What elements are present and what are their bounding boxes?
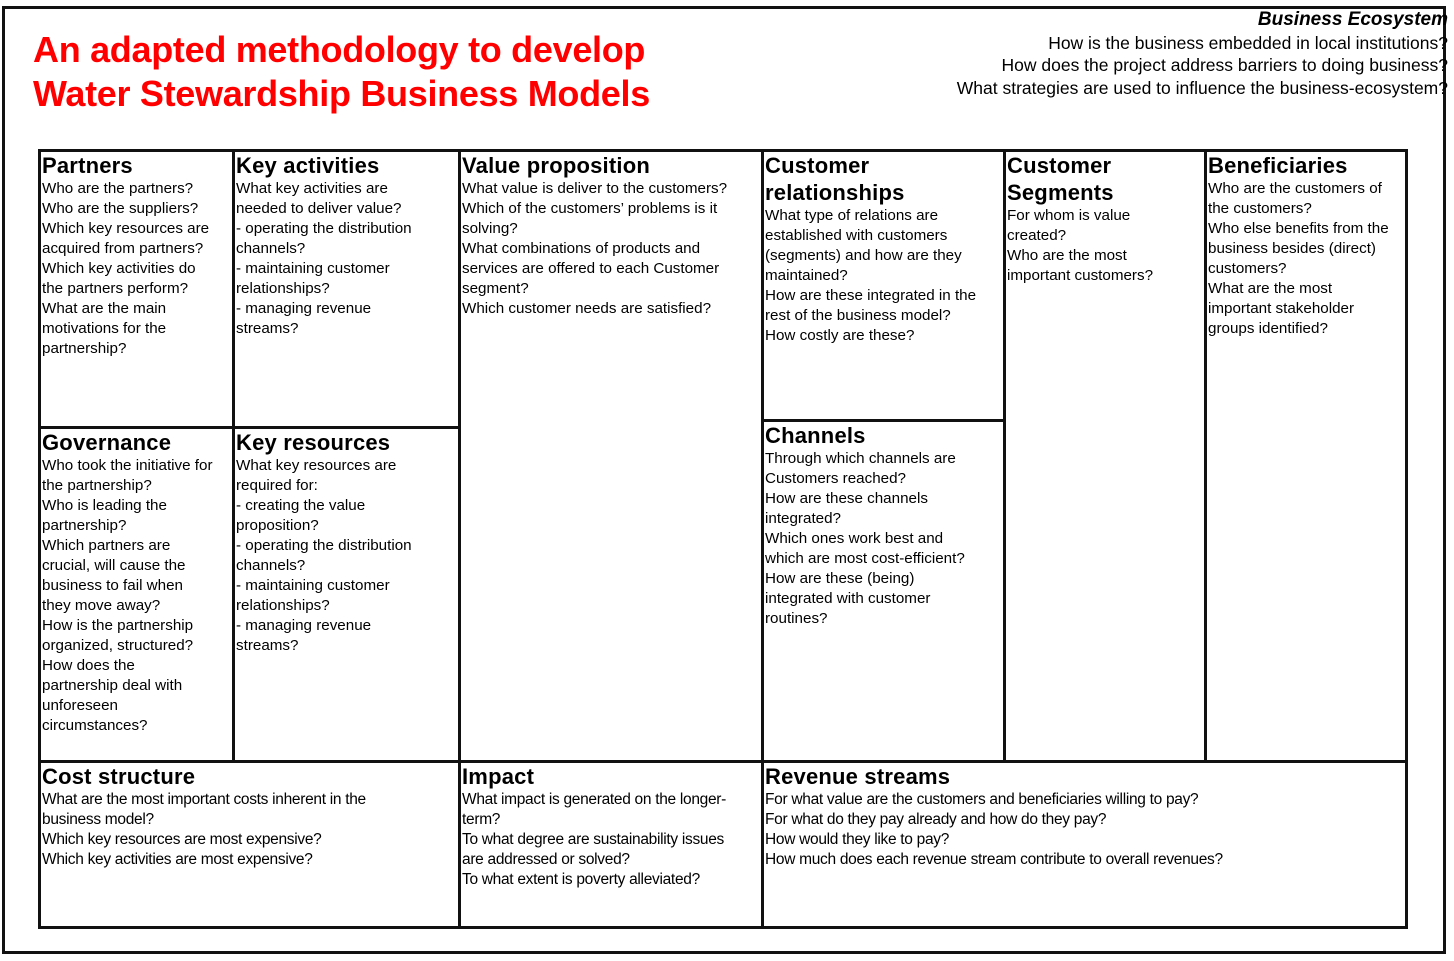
question-line: required for: <box>236 477 318 494</box>
question-line: How is the partnership <box>42 617 194 634</box>
question-line: How does the <box>42 657 135 674</box>
question-line: business besides (direct) <box>1208 240 1376 257</box>
question-line: proposition? <box>236 517 319 534</box>
block-questions <box>765 206 1003 346</box>
block-questions <box>1208 179 1405 339</box>
block-questions <box>765 790 1405 870</box>
question-line: business model? <box>42 811 154 828</box>
question-line: How costly are these? <box>765 327 915 344</box>
block-partners <box>38 149 235 429</box>
block-impact <box>458 760 764 929</box>
block-key-activities <box>232 149 461 429</box>
block-heading <box>1007 152 1204 206</box>
question-line: motivations for the <box>42 320 167 337</box>
question-line: partnership deal with <box>42 677 183 694</box>
question-line: relationships? <box>236 280 330 297</box>
question-line: solving? <box>462 220 518 237</box>
question-line: services are offered to each Customer <box>462 260 720 277</box>
question-line: acquired from partners? <box>42 240 204 257</box>
question-line: are addressed or solved? <box>462 851 630 868</box>
block-beneficiaries <box>1204 149 1408 763</box>
heading-line: Customer <box>1007 153 1112 178</box>
question-line: important stakeholder <box>1208 300 1355 317</box>
question-line: segment? <box>462 280 529 297</box>
question-line: Which key resources are most expensive? <box>42 831 322 848</box>
block-heading: Beneficiaries <box>1208 153 1348 178</box>
heading-line: relationships <box>765 180 905 205</box>
question-line: How are these (being) <box>765 570 915 587</box>
block-channels <box>761 419 1006 763</box>
block-heading: Cost structure <box>42 764 196 789</box>
question-line: streams? <box>236 637 299 654</box>
question-line: created? <box>1007 227 1067 244</box>
question-line: - maintaining customer <box>236 260 390 277</box>
question-line: circumstances? <box>42 717 148 734</box>
question-line: routines? <box>765 610 828 627</box>
business-ecosystem-question: What strategies are used to influence the business-ecosystem? <box>956 77 1448 98</box>
page-title <box>33 28 650 116</box>
question-line: business to fail when <box>42 577 183 594</box>
question-line: How are these channels <box>765 490 928 507</box>
block-questions <box>765 449 1003 629</box>
question-line: Through which channels are <box>765 450 956 467</box>
question-line: term? <box>462 811 501 828</box>
question-line: Who else benefits from the <box>1208 220 1389 237</box>
block-heading: Impact <box>462 764 535 789</box>
business-ecosystem-question: How does the project address barriers to doing business? <box>1001 55 1448 75</box>
question-line: Who are the partners? <box>42 180 194 197</box>
question-line: Who are the most <box>1007 247 1127 264</box>
block-questions <box>236 456 458 656</box>
question-line: needed to deliver value? <box>236 200 402 217</box>
question-line: - operating the distribution <box>236 537 412 554</box>
block-revenue-streams <box>761 760 1408 929</box>
block-questions <box>42 456 232 736</box>
question-line: unforeseen <box>42 697 118 714</box>
block-cost-structure <box>38 760 461 929</box>
question-line: How would they like to pay? <box>765 831 950 848</box>
question-line: Which of the customers’ problems is it <box>462 200 718 217</box>
question-line: For what do they pay already and how do they pay? <box>765 811 1107 828</box>
question-line: What type of relations are <box>765 207 939 224</box>
block-questions <box>236 179 458 339</box>
question-line: - creating the value <box>236 497 366 514</box>
question-line: Who are the suppliers? <box>42 200 199 217</box>
question-line: How are these integrated in the <box>765 287 977 304</box>
question-line: the partners perform? <box>42 280 189 297</box>
block-customer-segments <box>1003 149 1207 763</box>
question-line: What are the most <box>1208 280 1333 297</box>
block-value-proposition <box>458 149 764 763</box>
question-line: - managing revenue <box>236 617 372 634</box>
block-questions <box>42 790 458 870</box>
block-customer-relationships <box>761 149 1006 422</box>
question-line: What key resources are <box>236 457 397 474</box>
block-questions <box>42 179 232 359</box>
title-line-2: Water Stewardship Business Models <box>33 73 650 114</box>
question-line: To what extent is poverty alleviated? <box>462 871 700 888</box>
block-key-resources <box>232 426 461 763</box>
business-ecosystem-heading: Business Ecosystem <box>1257 9 1448 30</box>
question-line: Customers reached? <box>765 470 906 487</box>
question-line: Which key resources are <box>42 220 210 237</box>
question-line: How much does each revenue stream contribute to overall revenues? <box>765 851 1223 868</box>
question-line: Who are the customers of <box>1208 180 1382 197</box>
question-line: What key activities are <box>236 180 388 197</box>
title-line-1: An adapted methodology to develop <box>33 29 646 70</box>
question-line: What impact is generated on the longer- <box>462 791 727 808</box>
block-heading: Partners <box>42 153 133 178</box>
question-line: - managing revenue <box>236 300 372 317</box>
question-line: crucial, will cause the <box>42 557 186 574</box>
question-line: Who is leading the <box>42 497 167 514</box>
question-line: organized, structured? <box>42 637 194 654</box>
question-line: customers? <box>1208 260 1287 277</box>
block-heading: Value proposition <box>462 153 650 178</box>
question-line: integrated with customer <box>765 590 931 607</box>
block-heading: Key resources <box>236 430 391 455</box>
question-line: Which ones work best and <box>765 530 944 547</box>
question-line: integrated? <box>765 510 841 527</box>
question-line: For what value are the customers and beneficiaries willing to pay? <box>765 791 1199 808</box>
question-line: important customers? <box>1007 267 1154 284</box>
question-line: partnership? <box>42 517 127 534</box>
question-line: channels? <box>236 557 306 574</box>
heading-line: Segments <box>1007 180 1114 205</box>
question-line: - operating the distribution <box>236 220 412 237</box>
question-line: groups identified? <box>1208 320 1328 337</box>
business-ecosystem <box>957 9 1448 99</box>
question-line: Who took the initiative for <box>42 457 213 474</box>
question-line: - maintaining customer <box>236 577 390 594</box>
question-line: What are the most important costs inherent in the <box>42 791 366 808</box>
question-line: established with customers <box>765 227 948 244</box>
question-line: (segments) and how are they <box>765 247 962 264</box>
question-line: streams? <box>236 320 299 337</box>
block-governance <box>38 426 235 763</box>
question-line: partnership? <box>42 340 127 357</box>
heading-line: Customer <box>765 153 870 178</box>
question-line: maintained? <box>765 267 848 284</box>
question-line: the partnership? <box>42 477 152 494</box>
question-line: channels? <box>236 240 306 257</box>
question-line: What combinations of products and <box>462 240 701 257</box>
question-line: For whom is value <box>1007 207 1131 224</box>
question-line: Which key activities are most expensive? <box>42 851 313 868</box>
block-questions <box>462 790 761 890</box>
block-heading: Key activities <box>236 153 380 178</box>
question-line: Which customer needs are satisfied? <box>462 300 712 317</box>
block-heading: Revenue streams <box>765 764 951 789</box>
question-line: relationships? <box>236 597 330 614</box>
question-line: they move away? <box>42 597 161 614</box>
question-line: To what degree are sustainability issues <box>462 831 724 848</box>
block-questions <box>1007 206 1204 286</box>
block-questions <box>462 179 761 319</box>
question-line: Which key activities do <box>42 260 196 277</box>
question-line: What value is deliver to the customers? <box>462 180 728 197</box>
question-line: Which partners are <box>42 537 171 554</box>
block-heading <box>765 152 1003 206</box>
block-heading: Channels <box>765 423 866 448</box>
question-line: What are the main <box>42 300 167 317</box>
question-line: which are most cost-efficient? <box>765 550 965 567</box>
question-line: rest of the business model? <box>765 307 951 324</box>
business-ecosystem-question: How is the business embedded in local institutions? <box>1048 32 1448 53</box>
question-line: the customers? <box>1208 200 1312 217</box>
block-heading: Governance <box>42 430 172 455</box>
